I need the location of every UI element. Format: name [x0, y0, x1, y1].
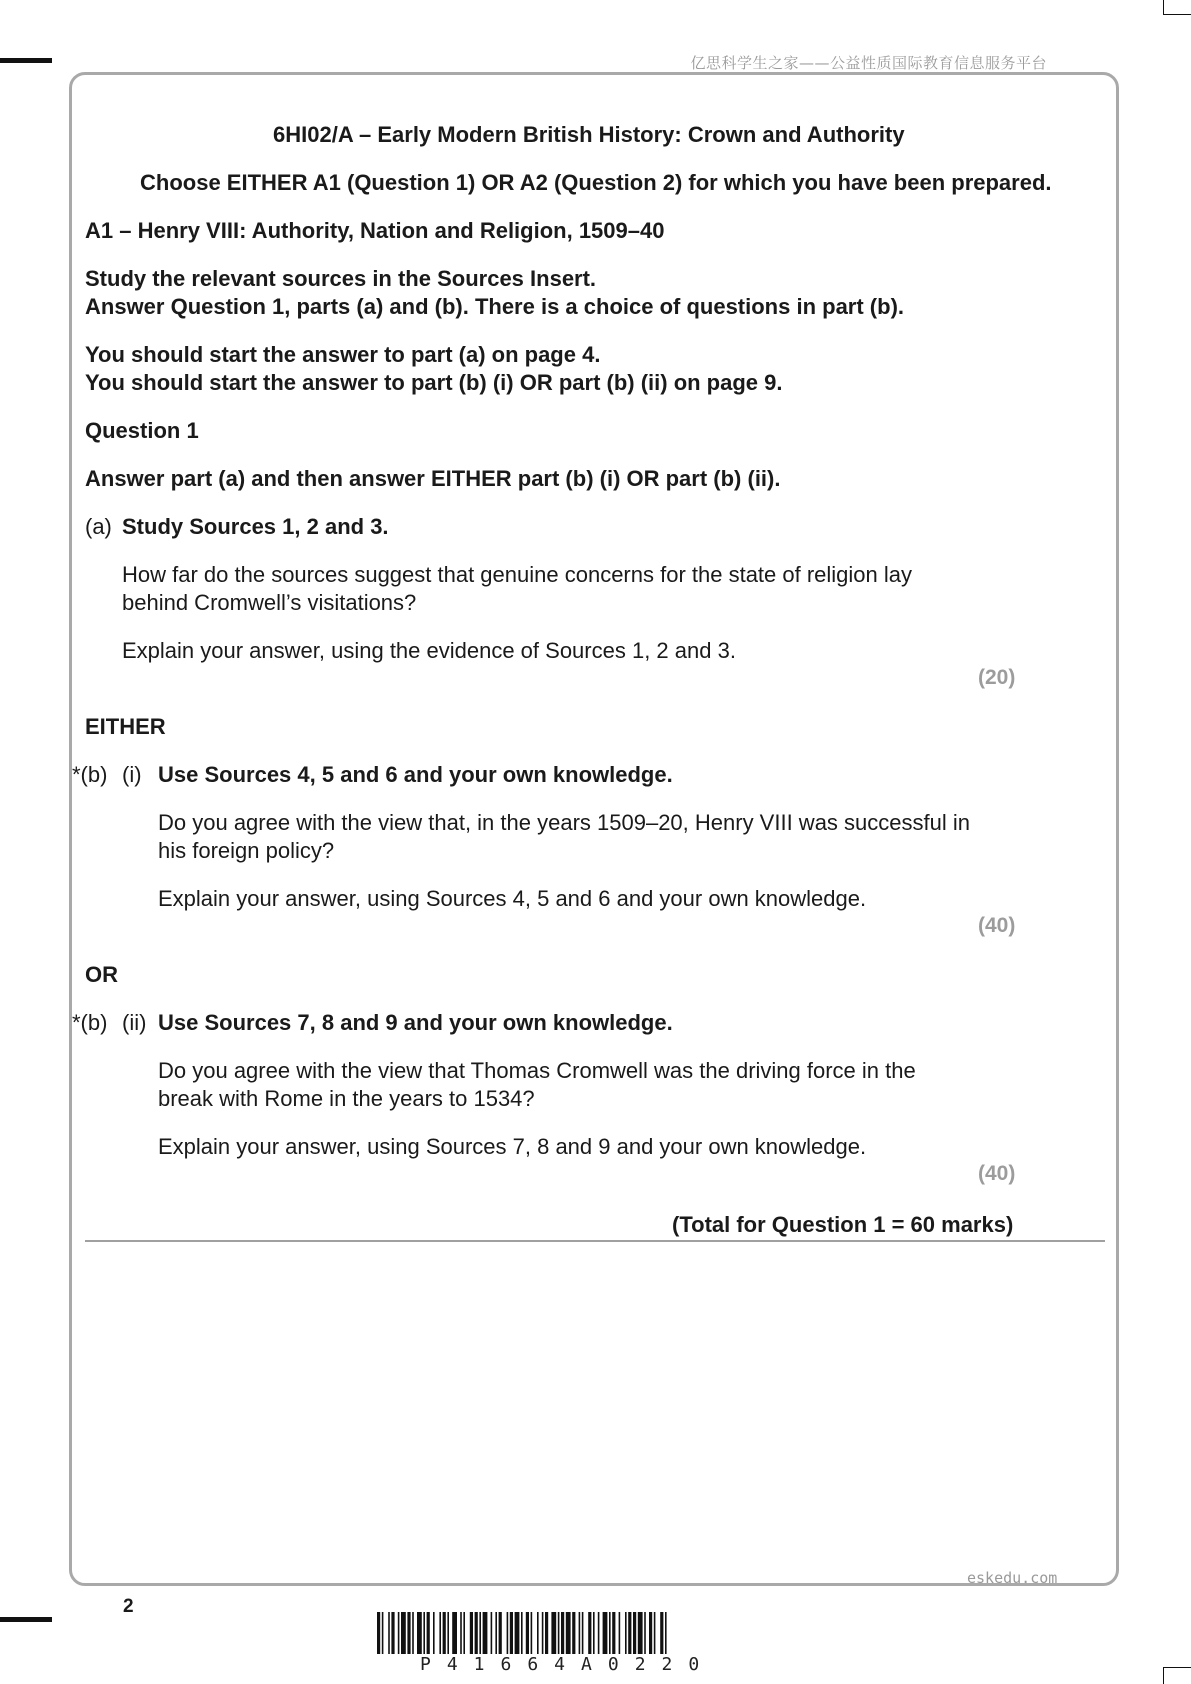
crop-mark-right-bottom-h [1163, 1667, 1191, 1668]
part-b-i-label: *(b) [72, 762, 108, 787]
part-a-explain: Explain your answer, using the evidence of Sources 1, 2 and 3. [122, 638, 736, 663]
part-b-i-question-line-2: his foreign policy? [158, 838, 335, 863]
part-b-i-marks: (40) [978, 914, 1016, 937]
part-b-ii-sublabel: (ii) [122, 1010, 147, 1035]
page-number: 2 [123, 1596, 134, 1617]
part-b-i-heading: Use Sources 4, 5 and 6 and your own knowledge. [158, 762, 673, 787]
crop-mark-right-top-h [1163, 14, 1191, 15]
study-instruction-1: Study the relevant sources in the Sources Insert. [85, 266, 597, 291]
part-b-ii-question-line-1: Do you agree with the view that Thomas Cromwell was the driving force in the [158, 1058, 916, 1083]
barcode-text: P41664A0220 [420, 1654, 716, 1675]
crop-mark-right-top-v [1163, 0, 1164, 14]
part-b-i-question-line-1: Do you agree with the view that, in the years 1509–20, Henry VIII was successful in [158, 810, 970, 835]
watermark-bottom: eskedu.com [967, 1569, 1058, 1587]
choose-instruction: Choose EITHER A1 (Question 1) OR A2 (Question 2) for which you have been prepared. [140, 170, 1052, 195]
part-a-marks: (20) [978, 666, 1016, 689]
part-b-ii-label: *(b) [72, 1010, 108, 1035]
or-label: OR [85, 962, 118, 987]
either-label: EITHER [85, 714, 166, 739]
start-instruction-2: You should start the answer to part (b) (i) OR part (b) (ii) on page 9. [85, 370, 783, 395]
question-total: (Total for Question 1 = 60 marks) [672, 1212, 1014, 1237]
part-a-label: (a) [85, 514, 112, 539]
section-title: A1 – Henry VIII: Authority, Nation and Religion, 1509–40 [85, 218, 665, 243]
part-b-i-sublabel: (i) [122, 762, 142, 787]
study-instruction-2: Answer Question 1, parts (a) and (b). There is a choice of questions in part (b). [85, 294, 905, 319]
part-b-ii-question-line-2: break with Rome in the years to 1534? [158, 1086, 535, 1111]
part-a-question-line-2: behind Cromwell’s visitations? [122, 590, 417, 615]
part-b-ii-marks: (40) [978, 1162, 1016, 1185]
crop-mark-left-bottom [0, 1617, 52, 1622]
answer-instruction: Answer part (a) and then answer EITHER part (b) (i) OR part (b) (ii). [85, 466, 781, 491]
part-a-heading: Study Sources 1, 2 and 3. [122, 514, 389, 539]
start-instruction-1: You should start the answer to part (a) on page 4. [85, 342, 601, 367]
part-b-ii-explain: Explain your answer, using Sources 7, 8 and 9 and your own knowledge. [158, 1134, 867, 1159]
barcode [377, 1612, 811, 1654]
part-a-question-line-1: How far do the sources suggest that genuine concerns for the state of religion lay [122, 562, 913, 587]
crop-mark-right-bottom-v [1163, 1667, 1164, 1684]
watermark-top: 亿思科学生之家——公益性质国际教育信息服务平台 [690, 54, 1047, 72]
paper-title: 6HI02/A – Early Modern British History: Crown and Authority [273, 122, 905, 147]
question-heading: Question 1 [85, 418, 199, 443]
part-b-ii-heading: Use Sources 7, 8 and 9 and your own knowledge. [158, 1010, 673, 1035]
part-b-i-explain: Explain your answer, using Sources 4, 5 and 6 and your own knowledge. [158, 886, 867, 911]
total-rule [85, 1240, 1105, 1242]
crop-mark-left-top [0, 58, 52, 63]
